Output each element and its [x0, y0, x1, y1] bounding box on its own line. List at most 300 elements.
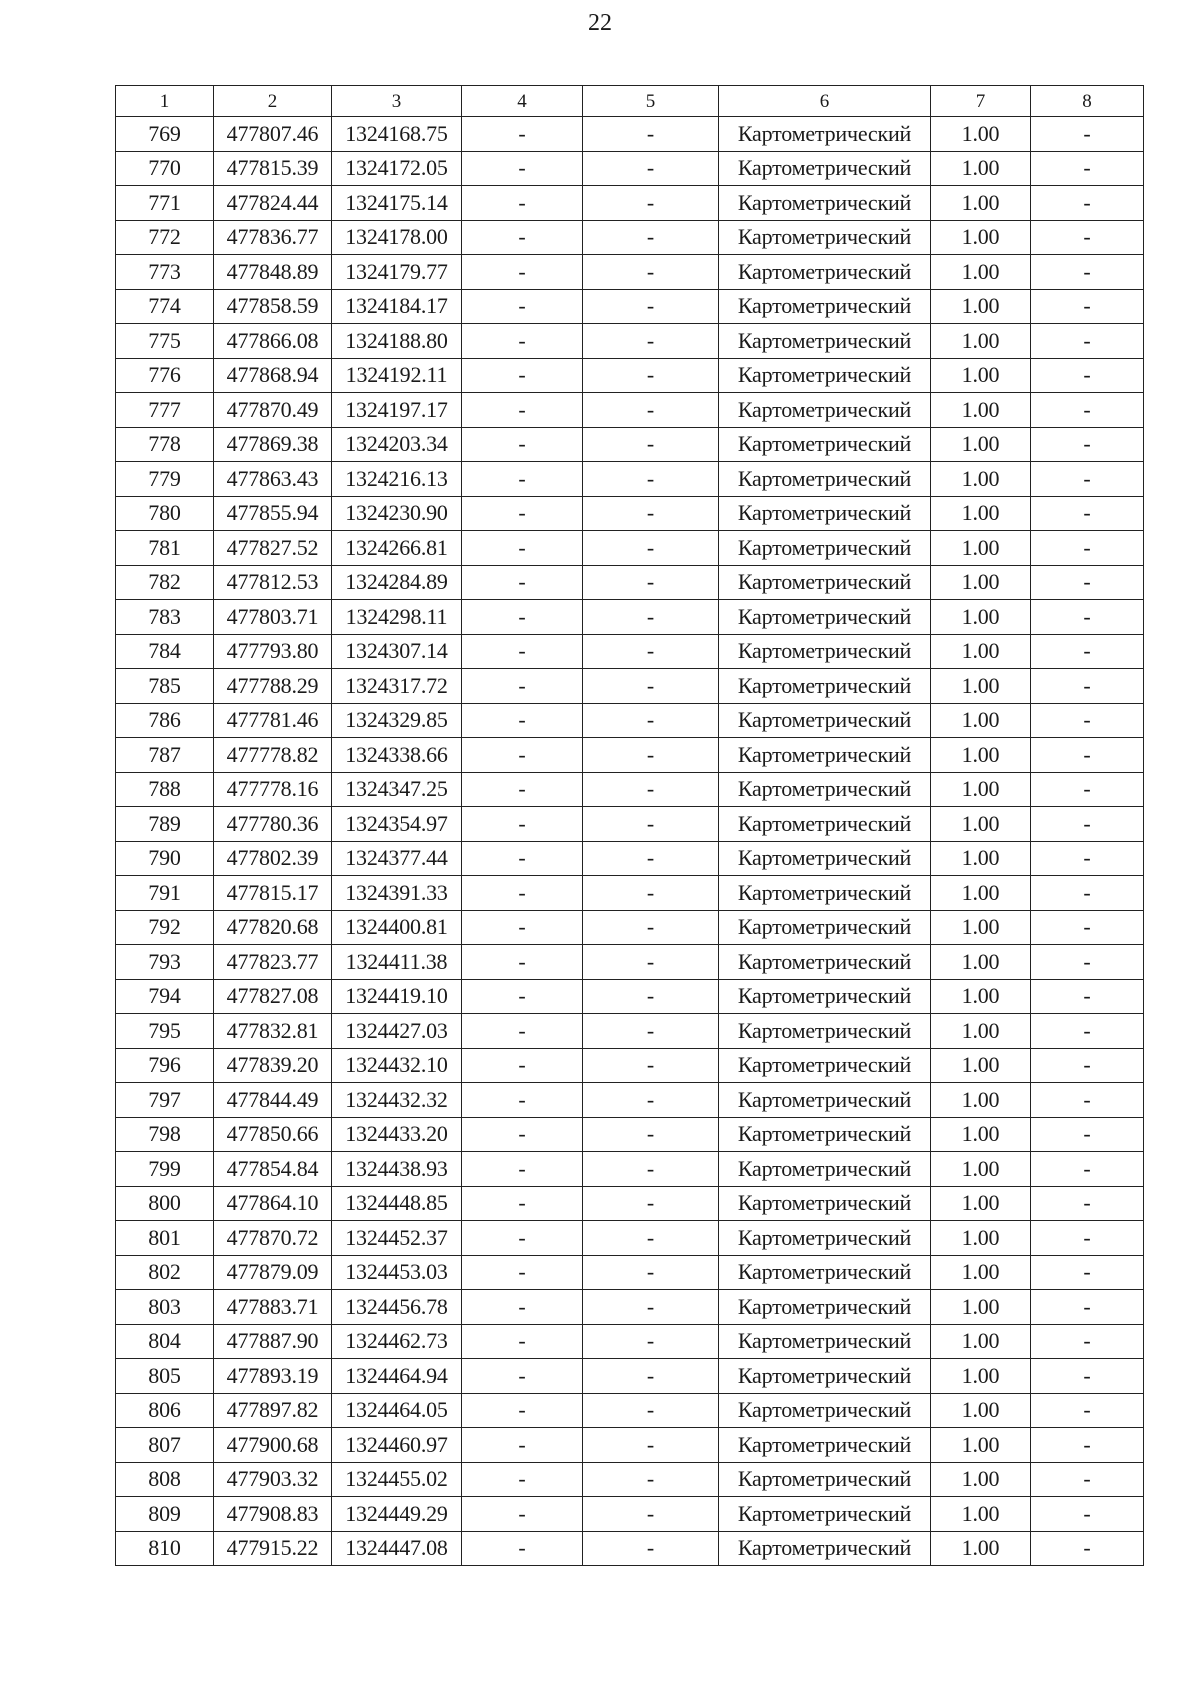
- accuracy-cell: 1.00: [931, 1014, 1031, 1049]
- col-4-cell: -: [462, 634, 583, 669]
- x-coordinate-cell: 477815.17: [214, 876, 332, 911]
- col-8-cell: -: [1031, 531, 1144, 566]
- y-coordinate-cell: 1324172.05: [332, 151, 462, 186]
- col-5-cell: -: [583, 1014, 719, 1049]
- x-coordinate-cell: 477827.52: [214, 531, 332, 566]
- point-number-cell: 801: [116, 1221, 214, 1256]
- col-8-cell: -: [1031, 1117, 1144, 1152]
- col-4-cell: -: [462, 220, 583, 255]
- point-number-cell: 793: [116, 945, 214, 980]
- col-8-cell: -: [1031, 876, 1144, 911]
- point-number-cell: 808: [116, 1462, 214, 1497]
- table-row: [116, 1497, 1144, 1532]
- col-5-cell: -: [583, 634, 719, 669]
- x-coordinate-cell: 477870.49: [214, 393, 332, 428]
- x-coordinate-cell: 477823.77: [214, 945, 332, 980]
- col-8-cell: -: [1031, 1359, 1144, 1394]
- x-coordinate-cell: 477848.89: [214, 255, 332, 290]
- x-coordinate-cell: 477793.80: [214, 634, 332, 669]
- coordinates-table: [115, 85, 1144, 1566]
- x-coordinate-cell: 477887.90: [214, 1324, 332, 1359]
- point-number-cell: 791: [116, 876, 214, 911]
- col-4-cell: -: [462, 1255, 583, 1290]
- point-number-cell: 787: [116, 738, 214, 773]
- col-8-cell: -: [1031, 979, 1144, 1014]
- method-cell: Картометрический: [719, 220, 931, 255]
- y-coordinate-cell: 1324298.11: [332, 600, 462, 635]
- col-8-cell: -: [1031, 669, 1144, 704]
- method-cell: Картометрический: [719, 1462, 931, 1497]
- col-5-cell: -: [583, 358, 719, 393]
- table-row: [116, 945, 1144, 980]
- table-row: [116, 669, 1144, 704]
- x-coordinate-cell: 477858.59: [214, 289, 332, 324]
- y-coordinate-cell: 1324354.97: [332, 807, 462, 842]
- x-coordinate-cell: 477803.71: [214, 600, 332, 635]
- col-5-cell: -: [583, 220, 719, 255]
- method-cell: Картометрический: [719, 565, 931, 600]
- accuracy-cell: 1.00: [931, 1083, 1031, 1118]
- y-coordinate-cell: 1324175.14: [332, 186, 462, 221]
- page-number: 22: [588, 10, 612, 36]
- table-row: [116, 841, 1144, 876]
- accuracy-cell: 1.00: [931, 1048, 1031, 1083]
- y-coordinate-cell: 1324391.33: [332, 876, 462, 911]
- table-row: [116, 1152, 1144, 1187]
- x-coordinate-cell: 477807.46: [214, 117, 332, 152]
- point-number-cell: 807: [116, 1428, 214, 1463]
- table-row: [116, 324, 1144, 359]
- table-row: [116, 1324, 1144, 1359]
- point-number-cell: 792: [116, 910, 214, 945]
- y-coordinate-cell: 1324464.05: [332, 1393, 462, 1428]
- y-coordinate-cell: 1324447.08: [332, 1531, 462, 1566]
- table-row: [116, 427, 1144, 462]
- method-cell: Картометрический: [719, 1186, 931, 1221]
- table-row: [116, 496, 1144, 531]
- accuracy-cell: 1.00: [931, 117, 1031, 152]
- point-number-cell: 783: [116, 600, 214, 635]
- col-8-cell: -: [1031, 1290, 1144, 1325]
- x-coordinate-cell: 477827.08: [214, 979, 332, 1014]
- table-row: [116, 876, 1144, 911]
- point-number-cell: 785: [116, 669, 214, 704]
- table-row: [116, 1014, 1144, 1049]
- y-coordinate-cell: 1324456.78: [332, 1290, 462, 1325]
- col-5-cell: -: [583, 1117, 719, 1152]
- point-number-cell: 799: [116, 1152, 214, 1187]
- col-4-cell: -: [462, 324, 583, 359]
- method-cell: Картометрический: [719, 1255, 931, 1290]
- col-4-cell: -: [462, 565, 583, 600]
- col-4-cell: -: [462, 462, 583, 497]
- col-5-cell: -: [583, 979, 719, 1014]
- method-cell: Картометрический: [719, 1152, 931, 1187]
- accuracy-cell: 1.00: [931, 703, 1031, 738]
- table-row: [116, 220, 1144, 255]
- point-number-cell: 800: [116, 1186, 214, 1221]
- y-coordinate-cell: 1324419.10: [332, 979, 462, 1014]
- point-number-cell: 769: [116, 117, 214, 152]
- accuracy-cell: 1.00: [931, 1393, 1031, 1428]
- col-5-cell: -: [583, 1186, 719, 1221]
- col-4-cell: -: [462, 772, 583, 807]
- col-5-cell: -: [583, 1048, 719, 1083]
- method-cell: Картометрический: [719, 1014, 931, 1049]
- table-row: [116, 1186, 1144, 1221]
- y-coordinate-cell: 1324230.90: [332, 496, 462, 531]
- table-row: [116, 393, 1144, 428]
- col-5-cell: -: [583, 1255, 719, 1290]
- col-5-cell: -: [583, 393, 719, 428]
- x-coordinate-cell: 477778.82: [214, 738, 332, 773]
- table-row: [116, 1393, 1144, 1428]
- col-5-cell: -: [583, 1083, 719, 1118]
- col-8-cell: -: [1031, 496, 1144, 531]
- table-row: [116, 151, 1144, 186]
- col-8-cell: -: [1031, 151, 1144, 186]
- col-4-cell: -: [462, 1462, 583, 1497]
- col-5-cell: -: [583, 772, 719, 807]
- accuracy-cell: 1.00: [931, 1462, 1031, 1497]
- accuracy-cell: 1.00: [931, 496, 1031, 531]
- point-number-cell: 774: [116, 289, 214, 324]
- col-4-cell: -: [462, 1221, 583, 1256]
- col-5-cell: -: [583, 876, 719, 911]
- accuracy-cell: 1.00: [931, 634, 1031, 669]
- accuracy-cell: 1.00: [931, 807, 1031, 842]
- col-8-cell: -: [1031, 1048, 1144, 1083]
- col-8-cell: -: [1031, 220, 1144, 255]
- point-number-cell: 776: [116, 358, 214, 393]
- method-cell: Картометрический: [719, 1117, 931, 1152]
- accuracy-cell: 1.00: [931, 876, 1031, 911]
- col-5-cell: -: [583, 324, 719, 359]
- method-cell: Картометрический: [719, 703, 931, 738]
- header-cell-4: 4: [462, 86, 583, 117]
- accuracy-cell: 1.00: [931, 531, 1031, 566]
- accuracy-cell: 1.00: [931, 1497, 1031, 1532]
- method-cell: Картометрический: [719, 1290, 931, 1325]
- col-4-cell: -: [462, 151, 583, 186]
- accuracy-cell: 1.00: [931, 151, 1031, 186]
- accuracy-cell: 1.00: [931, 393, 1031, 428]
- col-5-cell: -: [583, 531, 719, 566]
- point-number-cell: 778: [116, 427, 214, 462]
- point-number-cell: 795: [116, 1014, 214, 1049]
- x-coordinate-cell: 477820.68: [214, 910, 332, 945]
- y-coordinate-cell: 1324452.37: [332, 1221, 462, 1256]
- x-coordinate-cell: 477866.08: [214, 324, 332, 359]
- col-8-cell: -: [1031, 1497, 1144, 1532]
- y-coordinate-cell: 1324178.00: [332, 220, 462, 255]
- col-8-cell: -: [1031, 324, 1144, 359]
- col-4-cell: -: [462, 738, 583, 773]
- col-5-cell: -: [583, 910, 719, 945]
- table-row: [116, 1083, 1144, 1118]
- y-coordinate-cell: 1324266.81: [332, 531, 462, 566]
- y-coordinate-cell: 1324464.94: [332, 1359, 462, 1394]
- table-row: [116, 703, 1144, 738]
- col-8-cell: -: [1031, 841, 1144, 876]
- col-8-cell: -: [1031, 1152, 1144, 1187]
- table-row: [116, 1117, 1144, 1152]
- col-8-cell: -: [1031, 772, 1144, 807]
- x-coordinate-cell: 477908.83: [214, 1497, 332, 1532]
- point-number-cell: 772: [116, 220, 214, 255]
- y-coordinate-cell: 1324197.17: [332, 393, 462, 428]
- accuracy-cell: 1.00: [931, 1531, 1031, 1566]
- col-8-cell: -: [1031, 1462, 1144, 1497]
- point-number-cell: 798: [116, 1117, 214, 1152]
- y-coordinate-cell: 1324329.85: [332, 703, 462, 738]
- table-row: [116, 600, 1144, 635]
- table-row: [116, 772, 1144, 807]
- accuracy-cell: 1.00: [931, 462, 1031, 497]
- x-coordinate-cell: 477903.32: [214, 1462, 332, 1497]
- x-coordinate-cell: 477839.20: [214, 1048, 332, 1083]
- table-row: [116, 186, 1144, 221]
- y-coordinate-cell: 1324427.03: [332, 1014, 462, 1049]
- col-5-cell: -: [583, 462, 719, 497]
- y-coordinate-cell: 1324411.38: [332, 945, 462, 980]
- x-coordinate-cell: 477781.46: [214, 703, 332, 738]
- method-cell: Картометрический: [719, 1048, 931, 1083]
- col-5-cell: -: [583, 496, 719, 531]
- accuracy-cell: 1.00: [931, 910, 1031, 945]
- method-cell: Картометрический: [719, 531, 931, 566]
- table-row: [116, 1255, 1144, 1290]
- table-row: [116, 807, 1144, 842]
- col-4-cell: -: [462, 1014, 583, 1049]
- accuracy-cell: 1.00: [931, 565, 1031, 600]
- col-8-cell: -: [1031, 1221, 1144, 1256]
- y-coordinate-cell: 1324347.25: [332, 772, 462, 807]
- y-coordinate-cell: 1324377.44: [332, 841, 462, 876]
- x-coordinate-cell: 477883.71: [214, 1290, 332, 1325]
- point-number-cell: 804: [116, 1324, 214, 1359]
- method-cell: Картометрический: [719, 669, 931, 704]
- table-row: [116, 1359, 1144, 1394]
- accuracy-cell: 1.00: [931, 669, 1031, 704]
- accuracy-cell: 1.00: [931, 1255, 1031, 1290]
- col-5-cell: -: [583, 151, 719, 186]
- y-coordinate-cell: 1324192.11: [332, 358, 462, 393]
- y-coordinate-cell: 1324317.72: [332, 669, 462, 704]
- accuracy-cell: 1.00: [931, 1152, 1031, 1187]
- point-number-cell: 771: [116, 186, 214, 221]
- y-coordinate-cell: 1324400.81: [332, 910, 462, 945]
- col-8-cell: -: [1031, 1324, 1144, 1359]
- col-8-cell: -: [1031, 565, 1144, 600]
- col-5-cell: -: [583, 1393, 719, 1428]
- col-5-cell: -: [583, 1221, 719, 1256]
- col-5-cell: -: [583, 600, 719, 635]
- table-row: [116, 1290, 1144, 1325]
- table-row: [116, 634, 1144, 669]
- col-8-cell: -: [1031, 738, 1144, 773]
- y-coordinate-cell: 1324453.03: [332, 1255, 462, 1290]
- y-coordinate-cell: 1324179.77: [332, 255, 462, 290]
- method-cell: Картометрический: [719, 979, 931, 1014]
- x-coordinate-cell: 477844.49: [214, 1083, 332, 1118]
- col-5-cell: -: [583, 807, 719, 842]
- method-cell: Картометрический: [719, 496, 931, 531]
- y-coordinate-cell: 1324433.20: [332, 1117, 462, 1152]
- col-4-cell: -: [462, 1359, 583, 1394]
- col-5-cell: -: [583, 1359, 719, 1394]
- col-4-cell: -: [462, 600, 583, 635]
- x-coordinate-cell: 477850.66: [214, 1117, 332, 1152]
- col-5-cell: -: [583, 1324, 719, 1359]
- method-cell: Картометрический: [719, 393, 931, 428]
- table-row: [116, 1428, 1144, 1463]
- col-5-cell: -: [583, 1428, 719, 1463]
- table-body: [116, 117, 1144, 1566]
- accuracy-cell: 1.00: [931, 600, 1031, 635]
- point-number-cell: 810: [116, 1531, 214, 1566]
- point-number-cell: 797: [116, 1083, 214, 1118]
- method-cell: Картометрический: [719, 1531, 931, 1566]
- col-4-cell: -: [462, 669, 583, 704]
- accuracy-cell: 1.00: [931, 945, 1031, 980]
- method-cell: Картометрический: [719, 600, 931, 635]
- accuracy-cell: 1.00: [931, 1428, 1031, 1463]
- x-coordinate-cell: 477893.19: [214, 1359, 332, 1394]
- col-8-cell: -: [1031, 186, 1144, 221]
- y-coordinate-cell: 1324184.17: [332, 289, 462, 324]
- col-4-cell: -: [462, 1290, 583, 1325]
- col-4-cell: -: [462, 1393, 583, 1428]
- accuracy-cell: 1.00: [931, 324, 1031, 359]
- x-coordinate-cell: 477832.81: [214, 1014, 332, 1049]
- col-8-cell: -: [1031, 255, 1144, 290]
- y-coordinate-cell: 1324455.02: [332, 1462, 462, 1497]
- point-number-cell: 796: [116, 1048, 214, 1083]
- accuracy-cell: 1.00: [931, 841, 1031, 876]
- method-cell: Картометрический: [719, 358, 931, 393]
- method-cell: Картометрический: [719, 1324, 931, 1359]
- method-cell: Картометрический: [719, 289, 931, 324]
- table-row: [116, 1048, 1144, 1083]
- x-coordinate-cell: 477863.43: [214, 462, 332, 497]
- col-5-cell: -: [583, 427, 719, 462]
- header-cell-8: 8: [1031, 86, 1144, 117]
- col-8-cell: -: [1031, 1014, 1144, 1049]
- col-5-cell: -: [583, 841, 719, 876]
- col-4-cell: -: [462, 289, 583, 324]
- col-4-cell: -: [462, 807, 583, 842]
- y-coordinate-cell: 1324338.66: [332, 738, 462, 773]
- y-coordinate-cell: 1324462.73: [332, 1324, 462, 1359]
- y-coordinate-cell: 1324168.75: [332, 117, 462, 152]
- x-coordinate-cell: 477900.68: [214, 1428, 332, 1463]
- method-cell: Картометрический: [719, 634, 931, 669]
- point-number-cell: 773: [116, 255, 214, 290]
- x-coordinate-cell: 477855.94: [214, 496, 332, 531]
- col-4-cell: -: [462, 531, 583, 566]
- point-number-cell: 770: [116, 151, 214, 186]
- method-cell: Картометрический: [719, 738, 931, 773]
- point-number-cell: 775: [116, 324, 214, 359]
- col-5-cell: -: [583, 186, 719, 221]
- method-cell: Картометрический: [719, 807, 931, 842]
- col-4-cell: -: [462, 876, 583, 911]
- method-cell: Картометрический: [719, 945, 931, 980]
- col-4-cell: -: [462, 427, 583, 462]
- x-coordinate-cell: 477836.77: [214, 220, 332, 255]
- x-coordinate-cell: 477788.29: [214, 669, 332, 704]
- col-8-cell: -: [1031, 1428, 1144, 1463]
- col-4-cell: -: [462, 1117, 583, 1152]
- x-coordinate-cell: 477854.84: [214, 1152, 332, 1187]
- point-number-cell: 786: [116, 703, 214, 738]
- y-coordinate-cell: 1324438.93: [332, 1152, 462, 1187]
- accuracy-cell: 1.00: [931, 1324, 1031, 1359]
- table-row: [116, 531, 1144, 566]
- col-4-cell: -: [462, 979, 583, 1014]
- x-coordinate-cell: 477802.39: [214, 841, 332, 876]
- col-8-cell: -: [1031, 1531, 1144, 1566]
- col-4-cell: -: [462, 1083, 583, 1118]
- table-row: [116, 117, 1144, 152]
- col-8-cell: -: [1031, 634, 1144, 669]
- y-coordinate-cell: 1324307.14: [332, 634, 462, 669]
- point-number-cell: 784: [116, 634, 214, 669]
- col-4-cell: -: [462, 1048, 583, 1083]
- col-5-cell: -: [583, 565, 719, 600]
- header-cell-3: 3: [332, 86, 462, 117]
- col-5-cell: -: [583, 945, 719, 980]
- header-cell-5: 5: [583, 86, 719, 117]
- point-number-cell: 809: [116, 1497, 214, 1532]
- point-number-cell: 781: [116, 531, 214, 566]
- y-coordinate-cell: 1324460.97: [332, 1428, 462, 1463]
- col-5-cell: -: [583, 1497, 719, 1532]
- point-number-cell: 802: [116, 1255, 214, 1290]
- accuracy-cell: 1.00: [931, 289, 1031, 324]
- method-cell: Картометрический: [719, 876, 931, 911]
- point-number-cell: 789: [116, 807, 214, 842]
- accuracy-cell: 1.00: [931, 1186, 1031, 1221]
- col-4-cell: -: [462, 117, 583, 152]
- x-coordinate-cell: 477812.53: [214, 565, 332, 600]
- col-4-cell: -: [462, 496, 583, 531]
- accuracy-cell: 1.00: [931, 979, 1031, 1014]
- col-5-cell: -: [583, 1531, 719, 1566]
- col-8-cell: -: [1031, 1393, 1144, 1428]
- point-number-cell: 780: [116, 496, 214, 531]
- method-cell: Картометрический: [719, 772, 931, 807]
- accuracy-cell: 1.00: [931, 220, 1031, 255]
- col-8-cell: -: [1031, 117, 1144, 152]
- y-coordinate-cell: 1324188.80: [332, 324, 462, 359]
- method-cell: Картометрический: [719, 255, 931, 290]
- accuracy-cell: 1.00: [931, 1290, 1031, 1325]
- col-4-cell: -: [462, 1428, 583, 1463]
- point-number-cell: 790: [116, 841, 214, 876]
- method-cell: Картометрический: [719, 1359, 931, 1394]
- header-cell-6: 6: [719, 86, 931, 117]
- table-row: [116, 910, 1144, 945]
- col-8-cell: -: [1031, 358, 1144, 393]
- col-4-cell: -: [462, 1186, 583, 1221]
- col-8-cell: -: [1031, 462, 1144, 497]
- col-4-cell: -: [462, 255, 583, 290]
- method-cell: Картометрический: [719, 1393, 931, 1428]
- y-coordinate-cell: 1324432.10: [332, 1048, 462, 1083]
- y-coordinate-cell: 1324432.32: [332, 1083, 462, 1118]
